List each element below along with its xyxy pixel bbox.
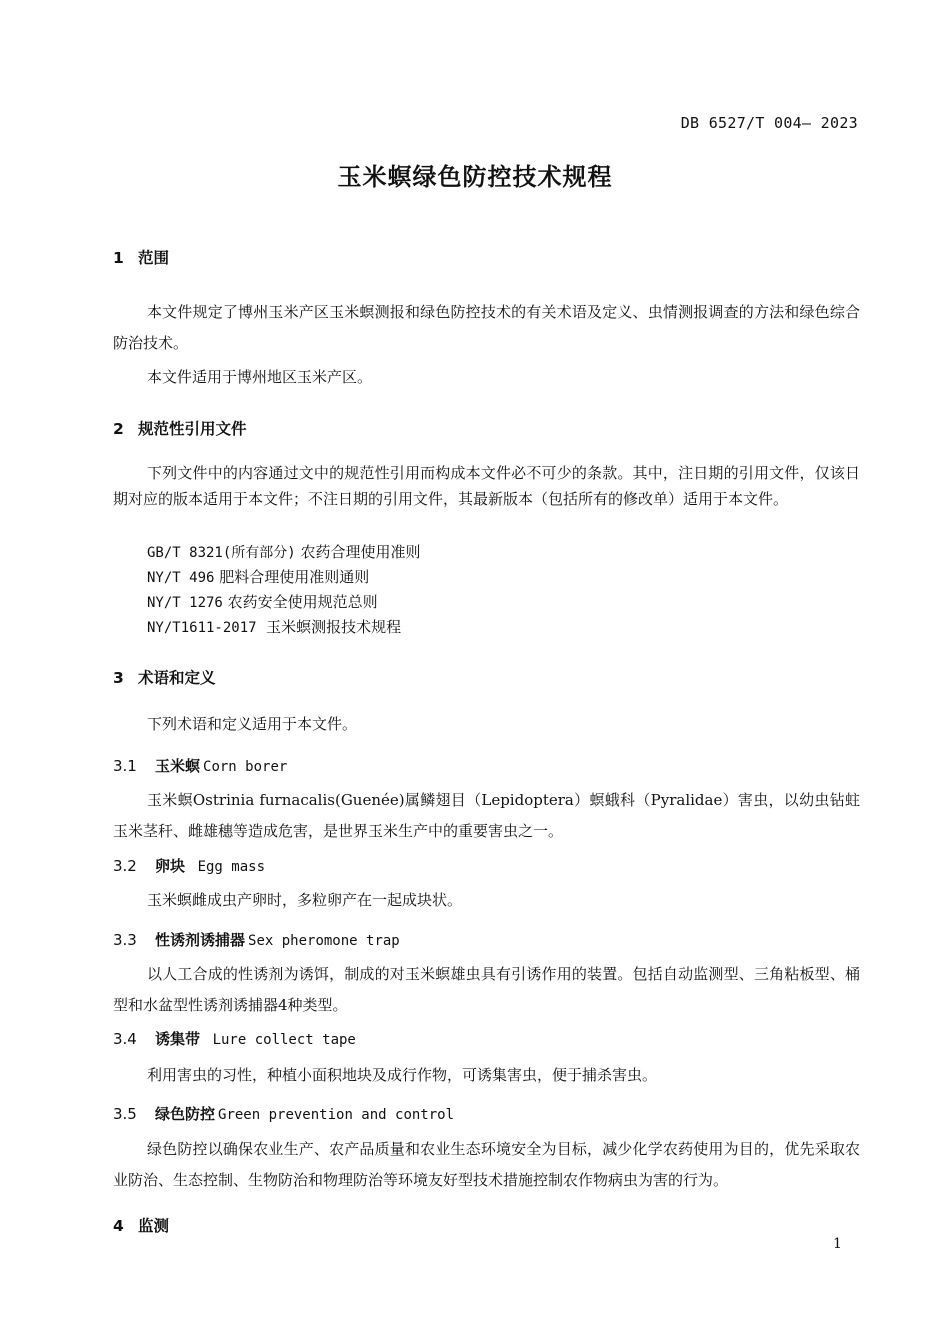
term-chinese: 绿色防控 <box>155 1105 216 1123</box>
section-title: 规范性引用文件 <box>138 420 247 438</box>
page-number: 1 <box>833 1236 842 1252</box>
term-english: Egg mass <box>197 859 265 875</box>
term-number: 3.5 <box>113 1105 137 1123</box>
page-title: 玉米螟绿色防控技术规程 <box>337 163 613 191</box>
term-heading <box>113 929 400 950</box>
term-definition: 以人工合成的性诱剂为诱饵，制成的对玉米螟雄虫具有引诱作用的装置。包括自动监测型、三角粘板型、桶型和水盆型性诱剂诱捕器4种类型。 <box>113 965 860 1014</box>
section-number: 4 <box>113 1217 124 1235</box>
term-english: Lure collect tape <box>212 1032 356 1048</box>
reference-name: 农药安全使用规范总则 <box>227 593 378 611</box>
section-heading-4 <box>113 1214 169 1236</box>
term-number: 3.3 <box>113 931 137 949</box>
term-heading <box>113 755 287 776</box>
reference-item <box>147 616 401 637</box>
reference-item <box>147 541 421 562</box>
term-number: 3.1 <box>113 757 137 775</box>
term-definition: 绿色防控以确保农业生产、农产品质量和农业生态环境安全为目标，减少化学农药使用为目的，优先采取农业防治、生态控制、生物防治和物理防治等环境友好型技术措施控制农作物病虫为害的行为。 <box>113 1140 860 1189</box>
term-definition: 玉米螟Ostrinia furnacalis(Guenée)属鳞翅目（Lepidoptera）螟蛾科（Pyralidae）害虫，以幼虫钻蛀玉米茎秆、雌雄穗等造成危害，是世界玉米生产中的重要害虫之一。 <box>113 791 860 840</box>
term-chinese: 卵块 <box>155 857 186 875</box>
section-heading-2 <box>113 417 247 439</box>
reference-name: 农药合理使用准则 <box>300 543 421 561</box>
section-title: 术语和定义 <box>138 669 216 687</box>
reference-code: NY/T1611-2017 <box>147 620 257 636</box>
term-chinese: 玉米螟 <box>155 757 201 775</box>
term-heading <box>113 1103 454 1124</box>
reference-item <box>147 566 369 587</box>
term-number: 3.4 <box>113 1030 137 1048</box>
section-number: 1 <box>113 249 124 267</box>
section-heading-3 <box>113 666 216 688</box>
paragraph: 本文件规定了博州玉米产区玉米螟测报和绿色防控技术的有关术语及定义、虫情测报调查的方法和绿色综合防治技术。 <box>113 303 860 352</box>
term-english: Sex pheromone trap <box>248 933 400 949</box>
section-heading-1 <box>113 246 169 268</box>
reference-name: 肥料合理使用准则通则 <box>219 568 370 586</box>
reference-code: NY/T 1276 <box>147 595 223 611</box>
term-number: 3.2 <box>113 857 137 875</box>
paragraph: 下列术语和定义适用于本文件。 <box>147 715 358 733</box>
reference-code: NY/T 496 <box>147 570 215 586</box>
term-english: Green prevention and control <box>218 1107 455 1123</box>
term-english: Corn borer <box>203 759 288 775</box>
term-definition: 利用害虫的习性，种植小面积地块及成行作物，可诱集害虫，便于捕杀害虫。 <box>147 1066 658 1084</box>
section-title: 监测 <box>138 1217 170 1235</box>
document-number: DB 6527/T 004— 2023 <box>680 114 858 132</box>
paragraph: 下列文件中的内容通过文中的规范性引用而构成本文件必不可少的条款。其中，注日期的引用文件，仅该日期对应的版本适用于本文件；不注日期的引用文件，其最新版本（包括所有的修改单）适用于本文件。 <box>113 464 860 508</box>
term-chinese: 性诱剂诱捕器 <box>155 931 246 949</box>
term-chinese: 诱集带 <box>155 1030 201 1048</box>
reference-item <box>147 591 378 612</box>
term-heading <box>113 1028 356 1049</box>
paragraph: 本文件适用于博州地区玉米产区。 <box>147 368 373 386</box>
reference-code: GB/T 8321(所有部分) <box>147 545 296 561</box>
term-heading <box>113 855 265 876</box>
section-title: 范围 <box>138 249 170 267</box>
section-number: 2 <box>113 420 124 438</box>
term-definition: 玉米螟雌成虫产卵时，多粒卵产在一起成块状。 <box>147 891 463 909</box>
reference-name: 玉米螟测报技术规程 <box>266 618 402 636</box>
section-number: 3 <box>113 669 124 687</box>
